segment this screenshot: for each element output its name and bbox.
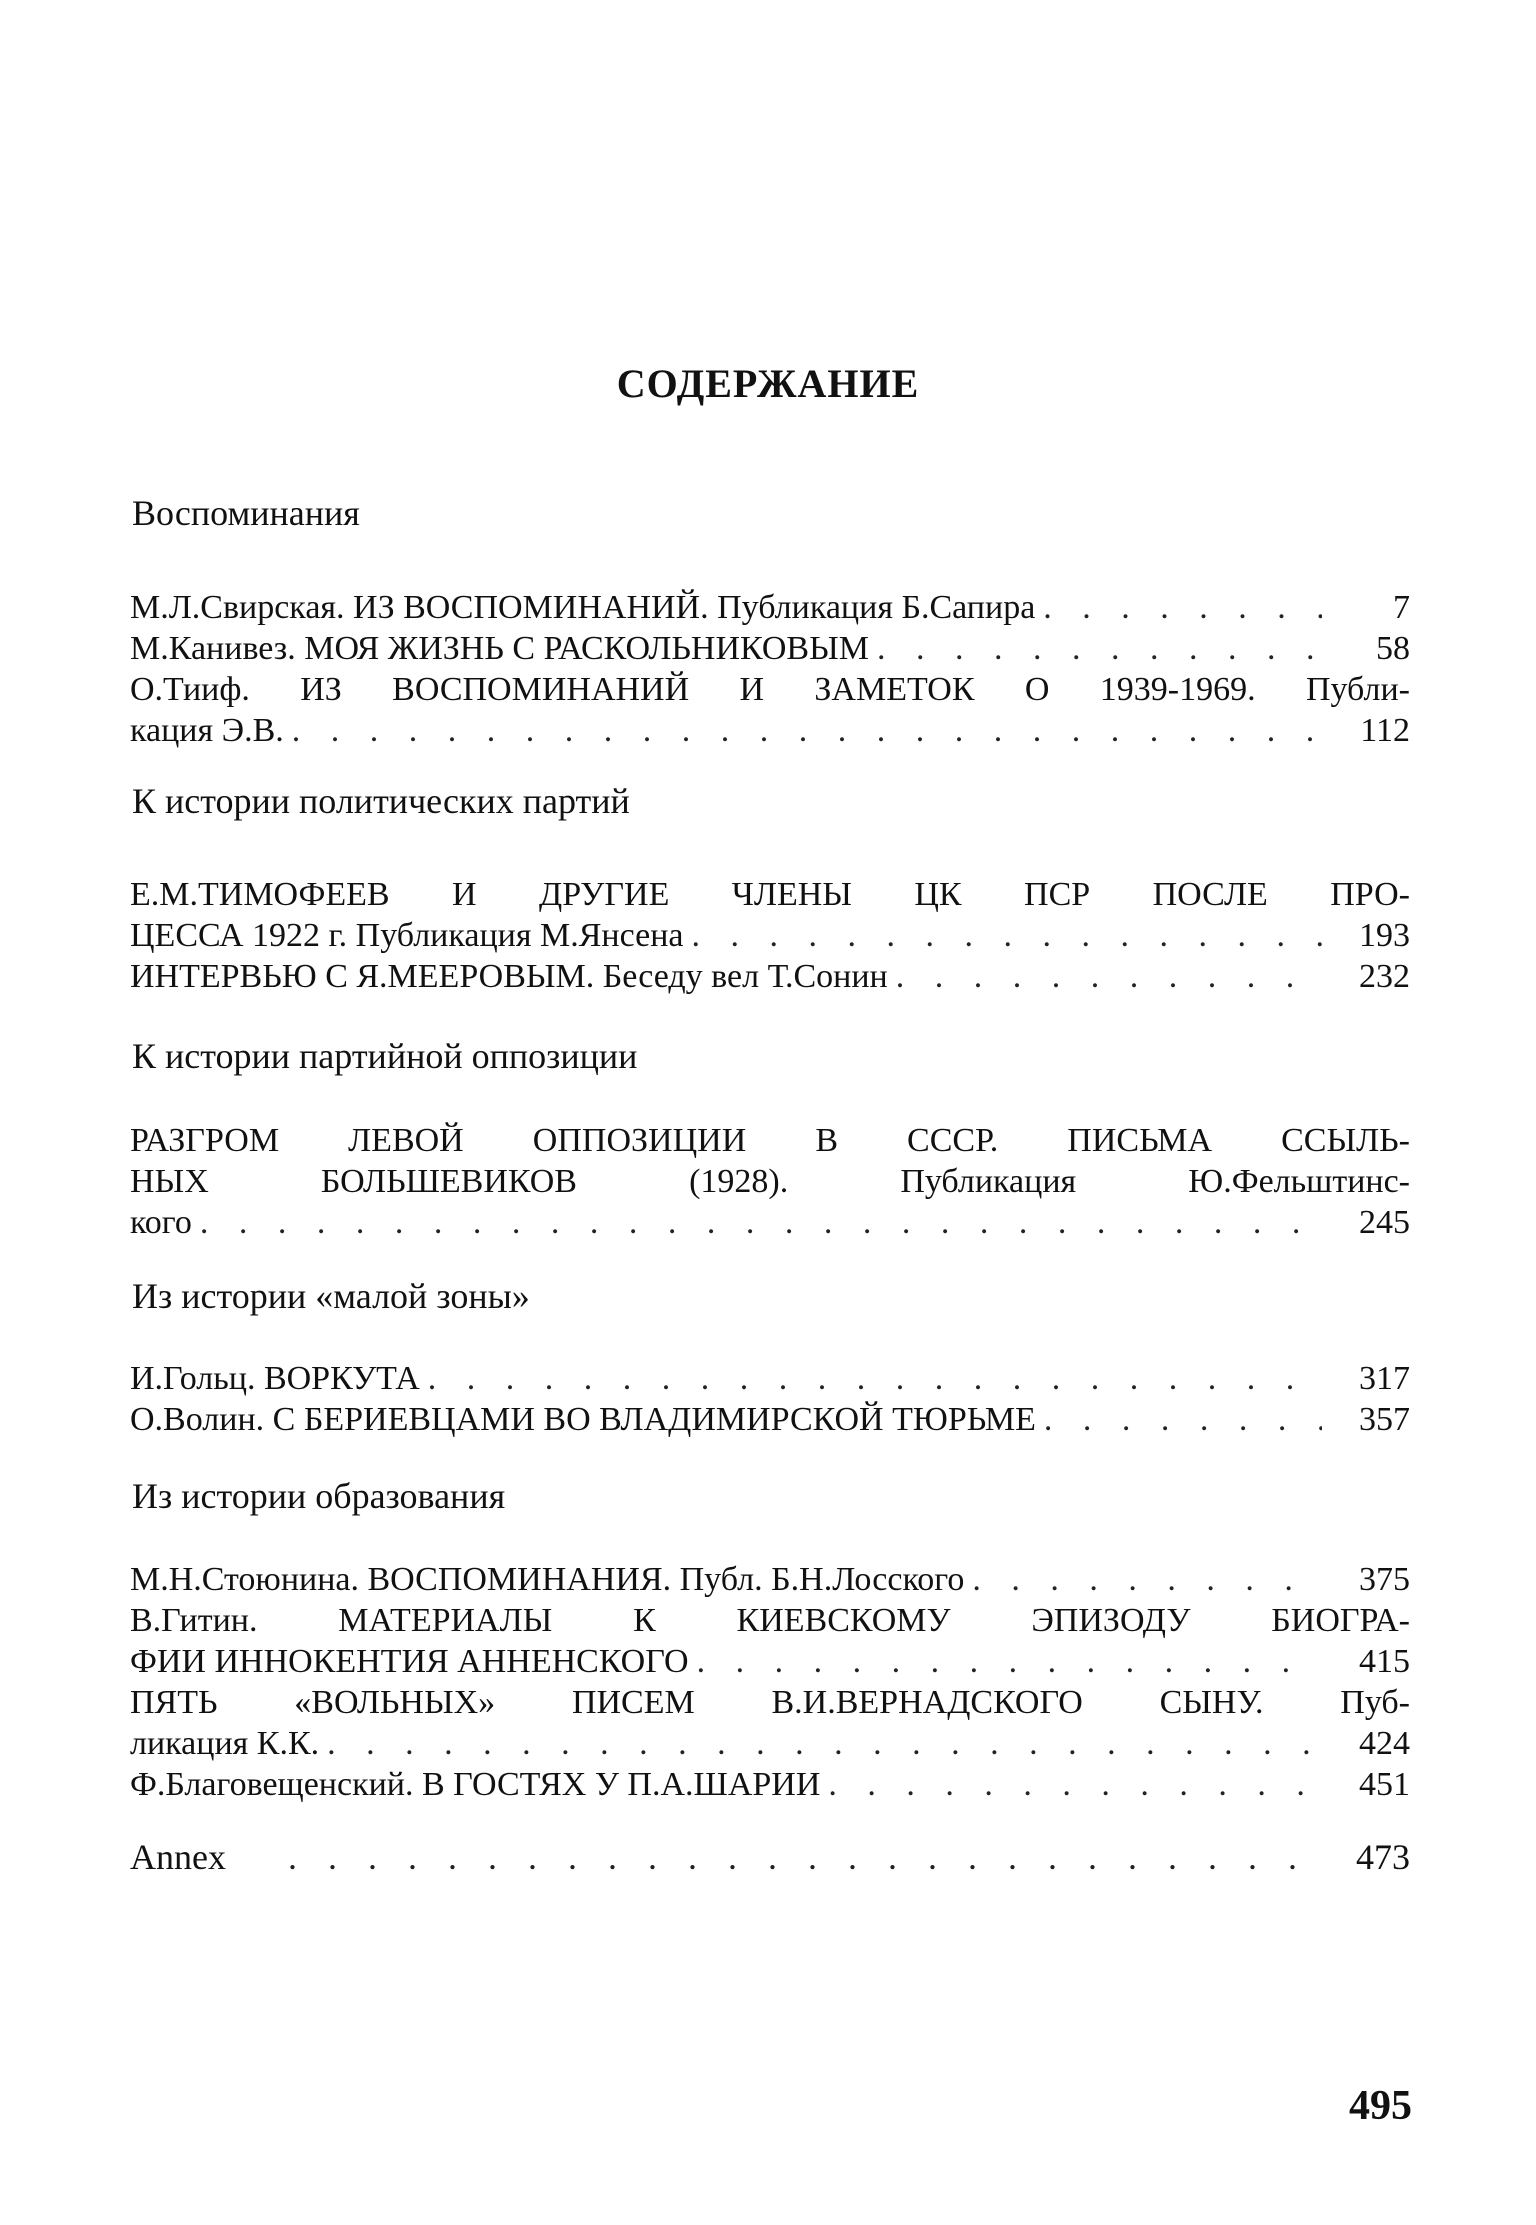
leader-dots (877, 628, 1322, 669)
entry-title-line: Е.М.ТИМОФЕЕВ И ДРУГИЕ ЧЛЕНЫ ЦК ПСР ПОСЛЕ ПРО- (130, 876, 1410, 913)
entry-title: кого (130, 1204, 192, 1241)
toc-entry[interactable] (130, 1764, 1410, 1805)
entry-title: Annex (130, 1837, 226, 1877)
entry-page: 58 (1376, 630, 1410, 667)
toc-entry[interactable] (130, 1399, 1410, 1440)
toc-entry[interactable] (130, 628, 1410, 669)
entry-title: ликация К.К. (130, 1725, 320, 1762)
entry-page: 357 (1359, 1401, 1410, 1438)
entry-page: 317 (1359, 1360, 1410, 1397)
entry-page: 7 (1393, 589, 1410, 626)
page-number: 495 (1349, 2083, 1412, 2129)
toc-entry[interactable] (130, 1559, 1410, 1600)
entry-page: 232 (1359, 958, 1410, 995)
entry-page: 193 (1359, 917, 1410, 954)
toc-entry[interactable] (130, 669, 1410, 751)
entry-title-line: ПЯТЬ «ВОЛЬНЫХ» ПИСЕМ В.И.ВЕРНАДСКОГО СЫНУ. Пуб- (130, 1684, 1410, 1721)
entry-title-line: В.Гитин. МАТЕРИАЛЫ К КИЕВСКОМУ ЭПИЗОДУ БИОГРА- (130, 1602, 1410, 1639)
entry-title: М.Канивез. МОЯ ЖИЗНЬ С РАСКОЛЬНИКОВЫМ (130, 630, 869, 667)
entry-title: ФИИ ИННОКЕНТИЯ АННЕНСКОГО (130, 1643, 689, 1680)
entry-page: 245 (1359, 1204, 1410, 1241)
entry-title: О.Волин. С БЕРИЕВЦАМИ ВО ВЛАДИМИРСКОЙ ТЮРЬМЕ (130, 1401, 1036, 1438)
leader-dots (896, 956, 1322, 997)
leader-dots (200, 1202, 1322, 1243)
entry-title: кация Э.В. (130, 712, 284, 749)
entry-title: М.Н.Стоюнина. ВОСПОМИНАНИЯ. Публ. Б.Н.Лосского (130, 1561, 965, 1598)
leader-dots (828, 1764, 1322, 1805)
entry-title: ИНТЕРВЬЮ С Я.МЕЕРОВЫМ. Беседу вел Т.Сонин (130, 958, 888, 995)
section-heading: Из истории образования (132, 1476, 506, 1516)
toc-entry[interactable] (130, 1358, 1410, 1399)
entry-page: 424 (1359, 1725, 1410, 1762)
toc-entry[interactable] (130, 1682, 1410, 1764)
toc-entry[interactable] (130, 1120, 1410, 1243)
leader-dots (292, 710, 1322, 751)
leader-dots (288, 1837, 1322, 1878)
entry-page: 473 (1356, 1837, 1410, 1877)
toc-entry[interactable] (130, 874, 1410, 956)
leader-dots (691, 915, 1322, 956)
leader-dots (697, 1641, 1322, 1682)
entry-page: 112 (1360, 712, 1410, 749)
toc-entry[interactable] (130, 1600, 1410, 1682)
toc-entry[interactable] (130, 956, 1410, 997)
toc-entry[interactable] (130, 587, 1410, 628)
entry-title-line: НЫХ БОЛЬШЕВИКОВ (1928). Публикация Ю.Фельштинс- (130, 1163, 1410, 1200)
section-heading: Воспоминания (132, 493, 360, 533)
leader-dots (428, 1358, 1322, 1399)
page-title: СОДЕРЖАНИЕ (616, 361, 920, 406)
entry-page: 415 (1359, 1643, 1410, 1680)
leader-dots (972, 1559, 1322, 1600)
entry-title-line: О.Тииф. ИЗ ВОСПОМИНАНИЙ И ЗАМЕТОК О 1939-1969. Публи- (130, 671, 1410, 708)
entry-title: ЦЕССА 1922 г. Публикация М.Янсена (130, 917, 684, 954)
entry-title-line: РАЗГРОМ ЛЕВОЙ ОППОЗИЦИИ В СССР. ПИСЬМА ССЫЛЬ- (130, 1122, 1410, 1159)
leader-dots (1043, 587, 1322, 628)
section-heading: К истории политических партий (132, 781, 630, 821)
entry-title: М.Л.Свирская. ИЗ ВОСПОМИНАНИЙ. Публикация Б.Сапира (130, 589, 1036, 626)
entry-title: И.Гольц. ВОРКУТА (130, 1360, 420, 1397)
leader-dots (1044, 1399, 1322, 1440)
entry-page: 451 (1359, 1766, 1410, 1803)
section-heading: Из истории «малой зоны» (132, 1276, 530, 1316)
toc-entry[interactable] (130, 1837, 1410, 1878)
section-heading: К истории партийной оппозиции (132, 1036, 638, 1076)
leader-dots (327, 1723, 1322, 1764)
entry-title: Ф.Благовещенский. В ГОСТЯХ У П.А.ШАРИИ (130, 1766, 821, 1803)
entry-page: 375 (1359, 1561, 1410, 1598)
